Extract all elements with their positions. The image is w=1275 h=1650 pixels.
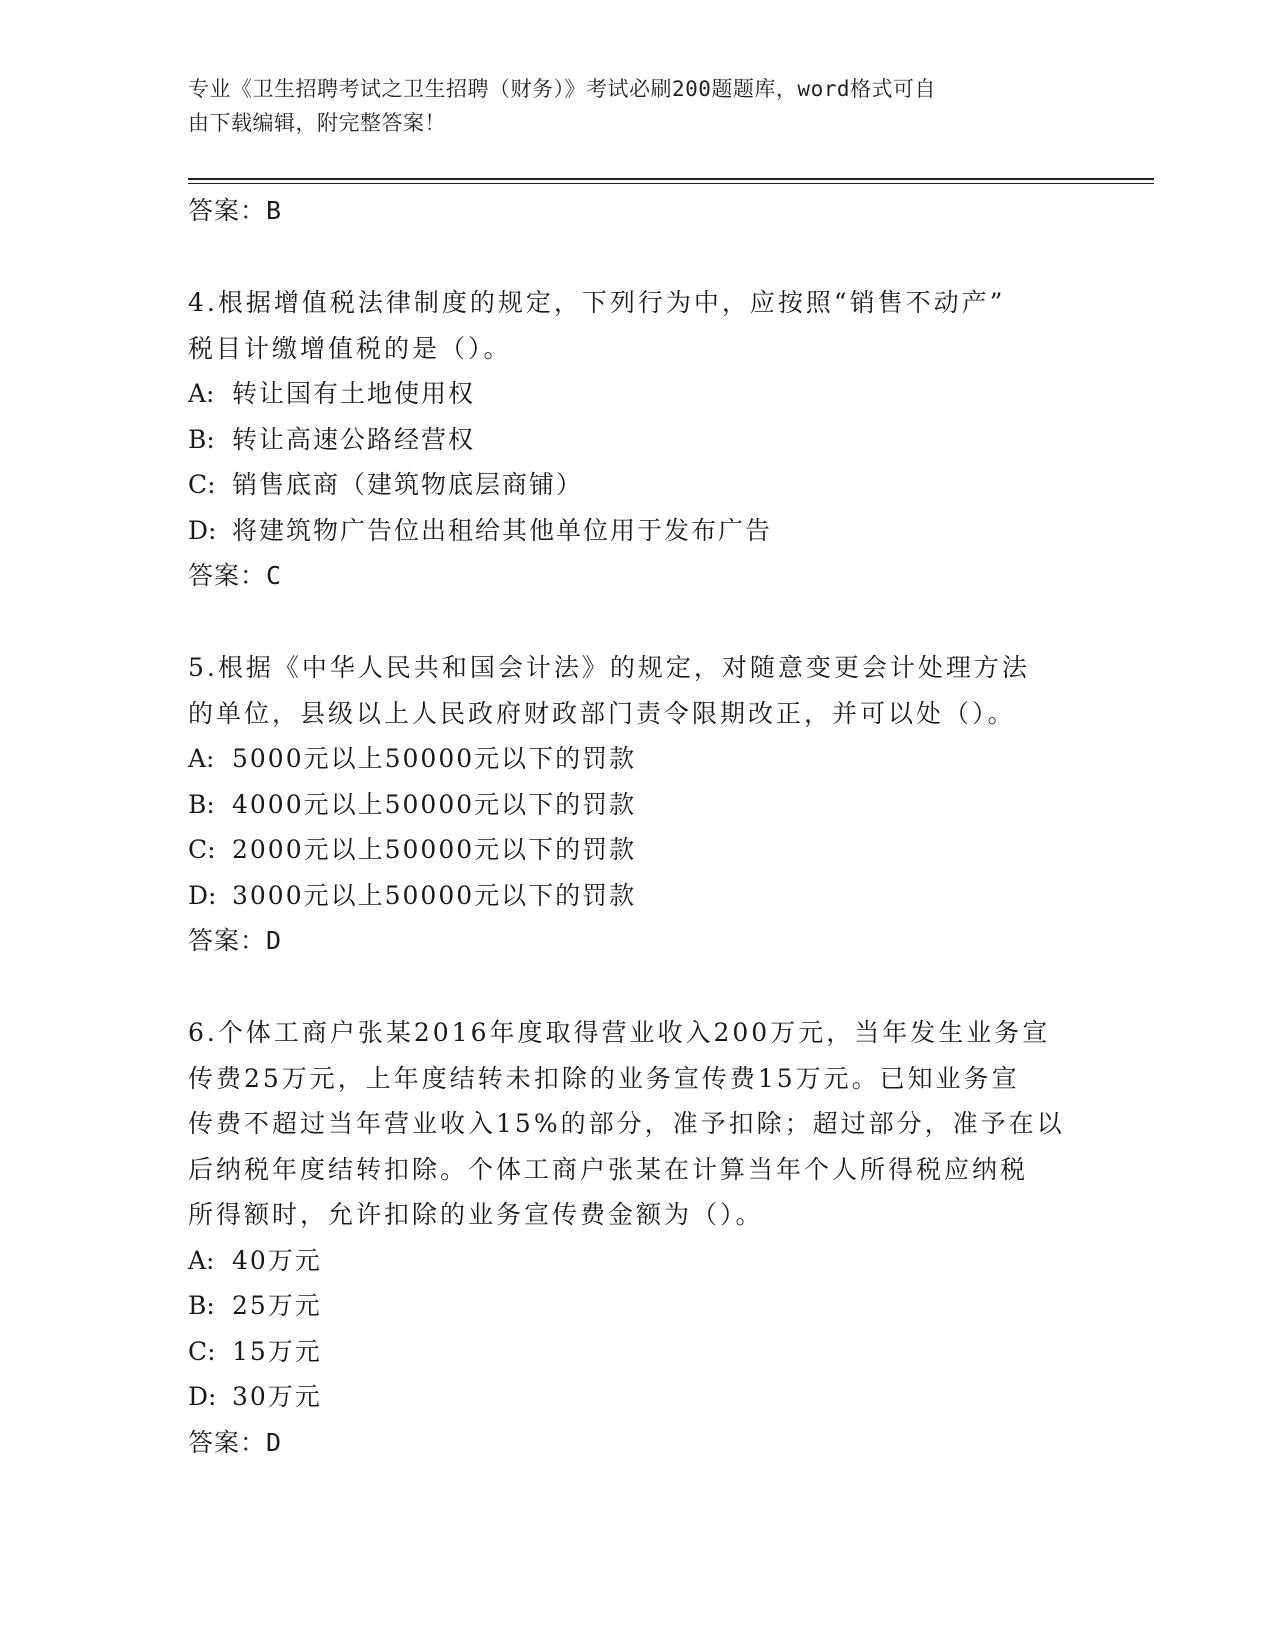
spacer xyxy=(188,964,1088,1010)
option-c xyxy=(188,827,1088,873)
option-text: 40万元 xyxy=(232,1245,322,1275)
question-line: 4.根据增值税法律制度的规定，下列行为中，应按照“销售不动产” xyxy=(188,288,1006,317)
question-line: 6.个体工商户张某2016年度取得营业收入200万元，当年发生业务宣 xyxy=(188,1018,1051,1047)
question-line: 的单位，县级以上人民政府财政部门责令限期改正，并可以处（）。 xyxy=(188,698,1016,728)
option-d xyxy=(188,1374,1088,1420)
option-b xyxy=(188,1283,1088,1329)
option-letter: D: xyxy=(188,515,217,545)
answer-6: 答案：D xyxy=(188,1427,283,1457)
answer-5: 答案：D xyxy=(188,926,283,955)
question-line: 所得额时，允许扣除的业务宣传费金额为（）。 xyxy=(188,1200,764,1229)
question-block-4 xyxy=(188,280,1088,599)
option-text: 4000元以上50000元以下的罚款 xyxy=(232,789,637,819)
option-letter: C: xyxy=(188,835,216,864)
option-text: 销售底商（建筑物底层商铺） xyxy=(232,470,584,499)
option-text: 转让高速公路经营权 xyxy=(232,424,476,454)
option-a xyxy=(188,1238,1088,1284)
option-letter: B: xyxy=(188,789,215,819)
option-c xyxy=(188,462,1088,508)
answer-previous: 答案：B xyxy=(188,196,283,225)
header-rule-thin xyxy=(188,183,1154,184)
option-c xyxy=(188,1329,1088,1375)
option-text: 2000元以上50000元以下的罚款 xyxy=(232,835,637,864)
option-text: 转让国有土地使用权 xyxy=(232,379,476,408)
option-d xyxy=(188,508,1088,554)
option-letter: C: xyxy=(188,470,216,499)
option-text: 30万元 xyxy=(232,1382,322,1411)
document-body xyxy=(188,188,1088,1466)
option-text: 15万元 xyxy=(232,1336,322,1366)
header-line-1: 专业《卫生招聘考试之卫生招聘（财务）》考试必刷200题题库，word格式可自 xyxy=(188,77,936,101)
option-a xyxy=(188,371,1088,417)
option-letter: A: xyxy=(188,744,215,773)
option-b xyxy=(188,417,1088,463)
option-letter: C: xyxy=(188,1336,216,1366)
question-block-6 xyxy=(188,1010,1088,1466)
option-d xyxy=(188,873,1088,919)
document-header xyxy=(188,72,1068,140)
option-b xyxy=(188,782,1088,828)
option-letter: D: xyxy=(188,880,217,910)
answer-4: 答案：C xyxy=(188,561,283,590)
question-text xyxy=(188,645,1088,736)
spacer xyxy=(188,234,1088,280)
question-text xyxy=(188,280,1088,371)
question-line: 税目计缴增值税的是（）。 xyxy=(188,333,512,363)
question-line: 传费25万元，上年度结转未扣除的业务宣传费15万元。已知业务宣 xyxy=(188,1063,1020,1093)
option-text: 5000元以上50000元以下的罚款 xyxy=(232,744,637,773)
option-letter: A: xyxy=(188,379,215,408)
option-text: 将建筑物广告位出租给其他单位用于发布广告 xyxy=(232,515,773,545)
question-line: 5.根据《中华人民共和国会计法》的规定，对随意变更会计处理方法 xyxy=(188,653,1030,682)
option-text: 25万元 xyxy=(232,1291,322,1320)
option-letter: D: xyxy=(188,1382,217,1411)
option-a xyxy=(188,736,1088,782)
option-letter: A: xyxy=(188,1245,215,1275)
question-text xyxy=(188,1010,1088,1238)
header-line-2: 由下载编辑，附完整答案！ xyxy=(188,111,446,135)
question-line: 传费不超过当年营业收入15%的部分，准予扣除；超过部分，准予在以 xyxy=(188,1109,1065,1138)
option-text: 3000元以上50000元以下的罚款 xyxy=(232,880,637,910)
header-rule-thick xyxy=(188,178,1154,180)
option-letter: B: xyxy=(188,1291,215,1320)
question-line: 后纳税年度结转扣除。个体工商户张某在计算当年个人所得税应纳税 xyxy=(188,1154,1029,1184)
option-letter: B: xyxy=(188,424,215,454)
question-block-5 xyxy=(188,645,1088,964)
spacer xyxy=(188,599,1088,645)
